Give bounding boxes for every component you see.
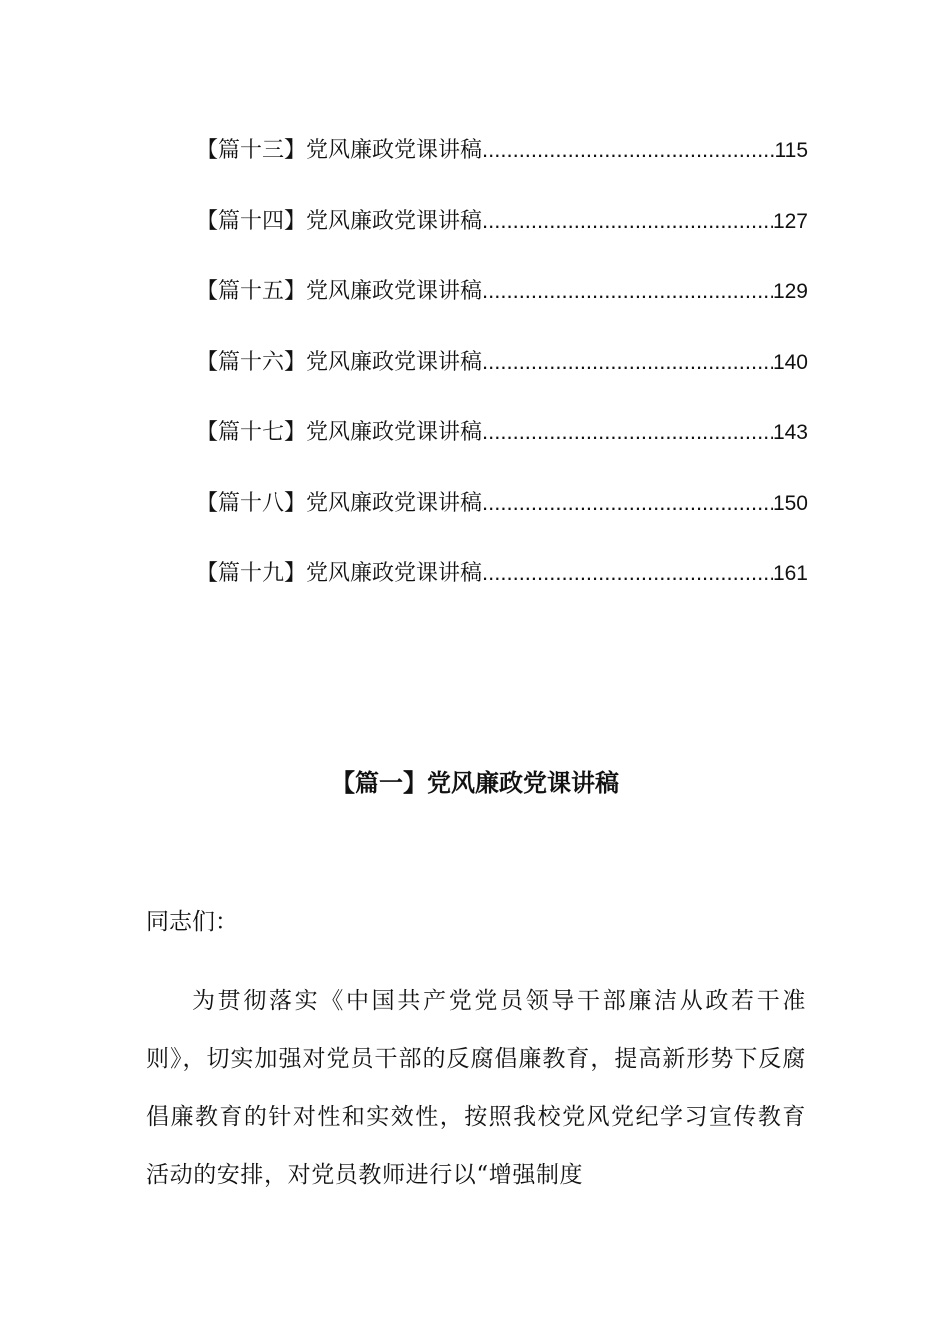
toc-entry-title: 【篇十五】党风廉政党课讲稿 (196, 279, 483, 304)
toc-entry-page: 129 (772, 280, 808, 303)
toc-dot-leader (482, 201, 773, 241)
toc-dot-leader (482, 130, 775, 170)
toc-entry[interactable] (196, 412, 808, 483)
toc-entry-page: 143 (772, 421, 808, 444)
toc-entry[interactable] (196, 342, 808, 413)
body-paragraph: 为贯彻落实《中国共产党党员领导干部廉洁从政若干准则》，切实加强对党员干部的反腐倡廉教育，提高新形势下反腐倡廉教育的针对性和实效性，按照我校党风党纪学习宣传教育活动的安排，对党员教师进行以“增强制度 (146, 988, 806, 1188)
toc-dot-leader (482, 412, 773, 452)
toc-dot-leader (482, 553, 773, 593)
table-of-contents (196, 130, 808, 624)
toc-entry[interactable] (196, 483, 808, 554)
toc-entry-page: 140 (772, 350, 808, 374)
toc-dot-leader (482, 271, 773, 311)
toc-entry-page: 150 (772, 491, 808, 515)
toc-entry-page: 161 (772, 562, 808, 585)
toc-entry[interactable] (196, 130, 808, 201)
toc-entry-title: 【篇十六】党风廉政党课讲稿 (196, 349, 483, 375)
toc-entry-title: 【篇十四】党风廉政党课讲稿 (196, 208, 483, 234)
toc-entry[interactable] (196, 201, 808, 272)
section-heading: 【篇一】党风廉政党课讲稿 (331, 769, 619, 797)
toc-entry-title: 【篇十九】党风廉政党课讲稿 (196, 561, 483, 586)
toc-dot-leader (482, 342, 773, 382)
toc-entry-title: 【篇十七】党风廉政党课讲稿 (196, 420, 483, 445)
toc-entry[interactable] (196, 271, 808, 342)
salutation: 同志们： (146, 909, 238, 935)
toc-dot-leader (482, 483, 773, 523)
toc-entry[interactable] (196, 553, 808, 624)
toc-entry-title: 【篇十八】党风廉政党课讲稿 (196, 490, 483, 516)
toc-entry-page: 115 (774, 139, 808, 162)
toc-entry-page: 127 (772, 209, 808, 233)
toc-entry-title: 【篇十三】党风廉政党课讲稿 (196, 138, 483, 163)
